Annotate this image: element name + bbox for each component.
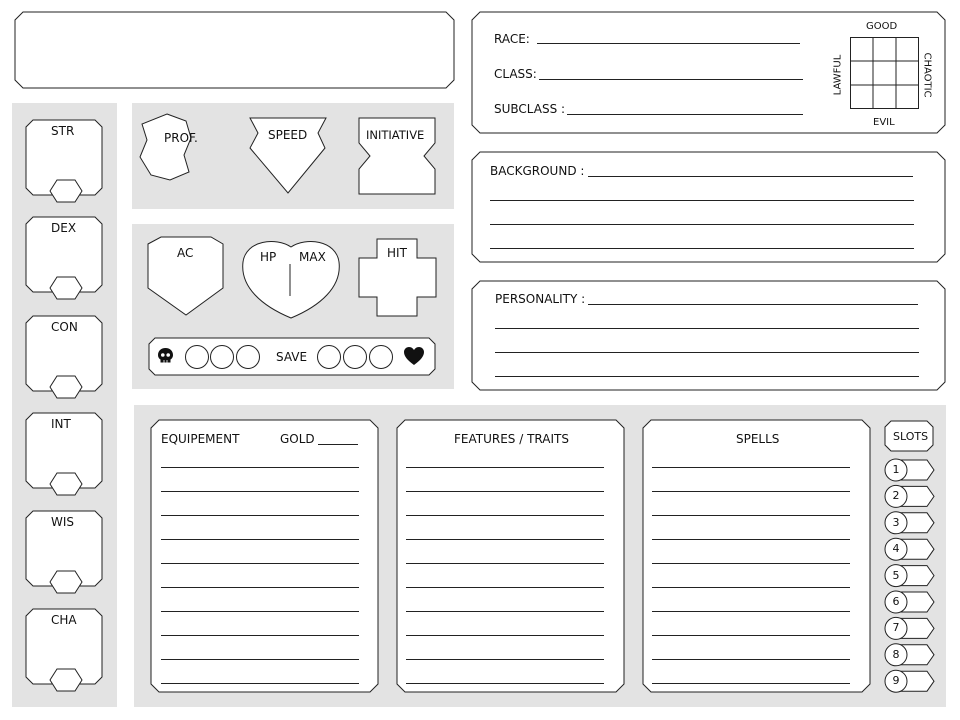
- ac-label: AC: [177, 246, 194, 260]
- spell-slot-level: 1: [892, 463, 900, 476]
- alignment-good-label: GOOD: [866, 21, 898, 32]
- ability-label-wis: WIS: [51, 515, 75, 529]
- slots-label: SLOTS: [893, 430, 929, 443]
- spell-slot-level: 2: [892, 489, 900, 503]
- personality-label: PERSONALITY :: [495, 292, 586, 306]
- initiative-label: INITIATIVE: [366, 128, 425, 142]
- spell-slot-level: 7: [892, 621, 900, 635]
- alignment-chaotic-label: CHAOTIC: [921, 52, 933, 98]
- speed-label: SPEED: [268, 128, 308, 142]
- features-heading: FEATURES / TRAITS: [454, 432, 569, 446]
- spell-slot-level: 5: [892, 568, 900, 582]
- spell-slot-level: 9: [892, 674, 900, 688]
- ability-label-str: STR: [51, 124, 75, 138]
- hit-label: HIT: [387, 246, 407, 260]
- background-label: BACKGROUND :: [490, 164, 585, 178]
- race-label: RACE:: [494, 32, 530, 46]
- max-label: MAX: [299, 250, 326, 264]
- prof-label: PROF.: [164, 131, 198, 145]
- hp-label: HP: [260, 250, 277, 264]
- spells-heading: SPELLS: [736, 432, 780, 446]
- spell-slot-level: 8: [892, 647, 900, 661]
- equipement-heading: EQUIPEMENT: [161, 432, 240, 446]
- spell-slot-level: 3: [892, 515, 900, 529]
- ability-label-cha: CHA: [51, 613, 77, 627]
- save-label: SAVE: [276, 350, 308, 364]
- alignment-lawful-label: LAWFUL: [832, 54, 844, 96]
- ability-label-int: INT: [51, 417, 71, 431]
- ability-label-con: CON: [51, 320, 78, 334]
- ability-label-dex: DEX: [51, 221, 77, 235]
- spell-slot-level: 4: [892, 542, 900, 556]
- gold-label: GOLD: [280, 432, 315, 446]
- subclass-label: SUBCLASS :: [494, 102, 566, 116]
- alignment-evil-label: EVIL: [873, 117, 895, 128]
- class-label: CLASS:: [494, 67, 537, 81]
- spell-slot-level: 6: [892, 595, 900, 608]
